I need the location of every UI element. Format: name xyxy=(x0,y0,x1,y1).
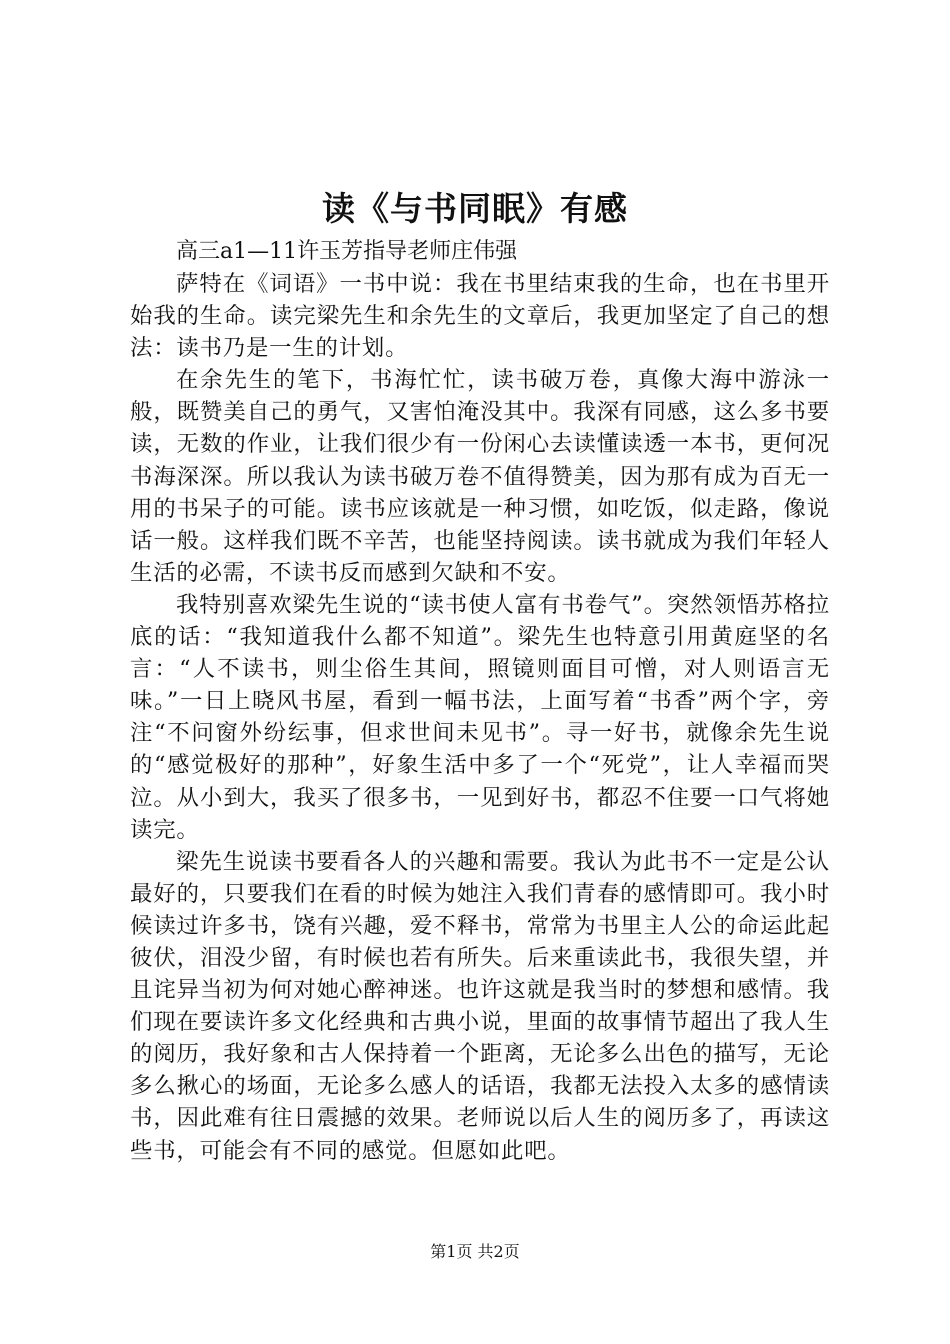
paragraph-3: 我特别喜欢梁先生说的“读书使人富有书卷气”。突然领悟苏格拉底的话：“我知道我什么都不知道”。梁先生也特意引用黄庭坚的名言：“人不读书，则尘俗生其间，照镜则面目可憎，对人则语言无味。”一日上晓风书屋，看到一幅书法，上面写着“书香”两个字，旁注“不问窗外纷纭事，但求世间未见书”。寻一好书，就像余先生说的“感觉极好的那种”，好象生活中多了一个“死党”，让人幸福而哭泣。从小到大，我买了很多书，一见到好书，都忍不住要一口气将她读完。 xyxy=(130,591,830,843)
author-byline: 高三a1—11许玉芳指导老师庄伟强 xyxy=(176,239,518,264)
document-body xyxy=(130,236,830,1167)
paragraph-4: 梁先生说读书要看各人的兴趣和需要。我认为此书不一定是公认最好的，只要我们在看的时候为她注入我们青春的感情即可。我小时候读过许多书，饶有兴趣，爱不释书，常常为书里主人公的命运此起彼伏，泪没少留，有时候也若有所失。后来重读此书，我很失望，并且诧异当初为何对她心醉神迷。也许这就是我当时的梦想和感情。我们现在要读许多文化经典和古典小说，里面的故事情节超出了我人生的阅历，我好象和古人保持着一个距离，无论多么出色的描写，无论多么揪心的场面，无论多么感人的话语，我都无法投入太多的感情读书，因此难有往日震撼的效果。老师说以后人生的阅历多了，再读这些书，可能会有不同的感觉。但愿如此吧。 xyxy=(130,848,830,1164)
document-title: 读《与书同眠》有感 xyxy=(322,189,628,228)
paragraph-1: 萨特在《词语》一书中说：我在书里结束我的生命，也在书里开始我的生命。读完梁先生和余先生的文章后，我更加坚定了自己的想法：读书乃是一生的计划。 xyxy=(130,271,830,362)
page-number-footer: 第1页 共2页 xyxy=(430,1242,520,1261)
paragraph-2: 在余先生的笔下，书海忙忙，读书破万卷，真像大海中游泳一般，既赞美自己的勇气，又害怕淹没其中。我深有同感，这么多书要读，无数的作业，让我们很少有一份闲心去读懂读透一本书，更何况书海深深。所以我认为读书破万卷不值得赞美，因为那有成为百无一用的书呆子的可能。读书应该就是一种习惯，如吃饭，似走路，像说话一般。这样我们既不辛苦，也能坚持阅读。读书就成为我们年轻人生活的必需，不读书反而感到欠缺和不安。 xyxy=(130,367,830,586)
